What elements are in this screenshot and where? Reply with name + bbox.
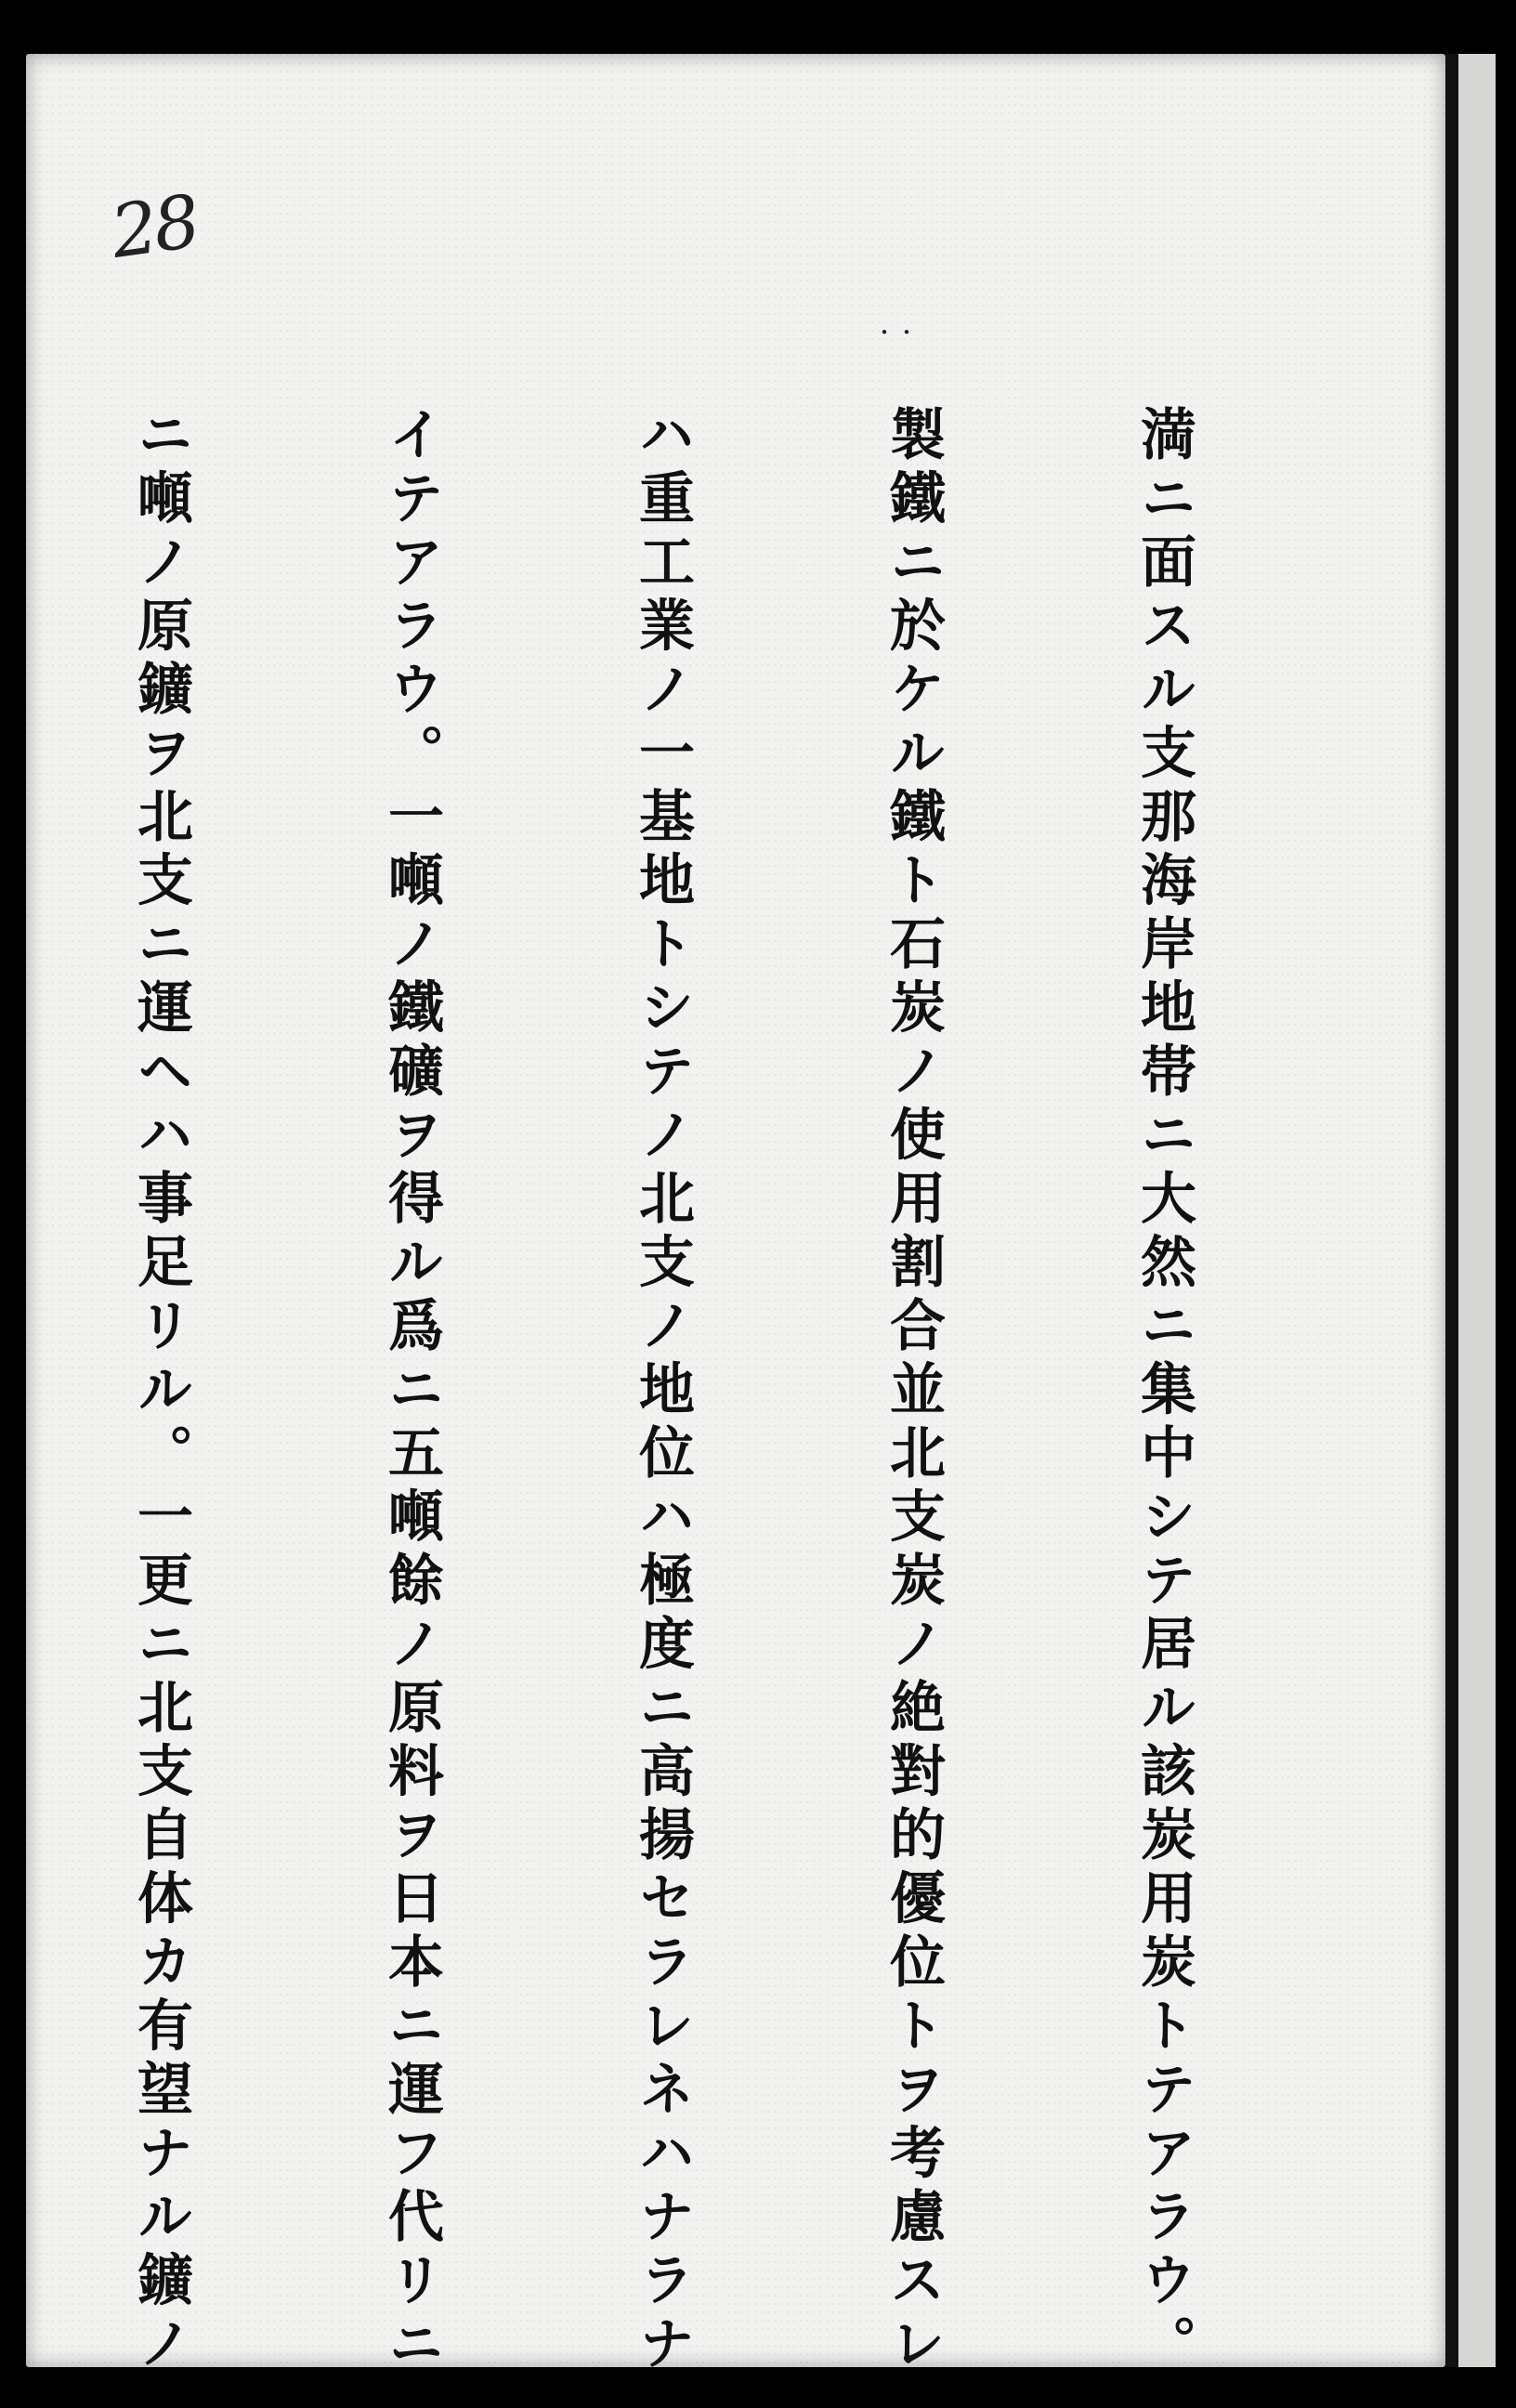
text-line: 満ニ面スル支那海岸地帯ニ大然ニ集中シテ居ル該炭用炭トテアラウ。: [1131, 405, 1196, 2378]
text-line: ハ重工業ノ一基地トシテノ北支ノ地位ハ極度ニ高揚セラレネハナラナ: [630, 405, 695, 2378]
vertical-body-text: [128, 405, 1373, 2378]
text-line: ニ噸ノ原鑛ヲ北支ニ運ヘハ事足リル。一更ニ北支自体カ有望ナル鑛ノ: [128, 405, 193, 2378]
next-page-edge: [1458, 54, 1496, 2367]
page-number: 28: [106, 180, 203, 275]
binding-spine: [1445, 54, 1458, 2367]
text-line: イテアラウ。一噸ノ鐵礦ヲ得ル爲ニ五噸餘ノ原料ヲ日本ニ運フ代リニ: [379, 405, 444, 2378]
ink-mark: ・・: [873, 320, 918, 346]
text-line: 製鐵ニ於ケル鐵ト石炭ノ使用割合並北支炭ノ絶對的優位トヲ考慮スレ: [881, 405, 946, 2378]
